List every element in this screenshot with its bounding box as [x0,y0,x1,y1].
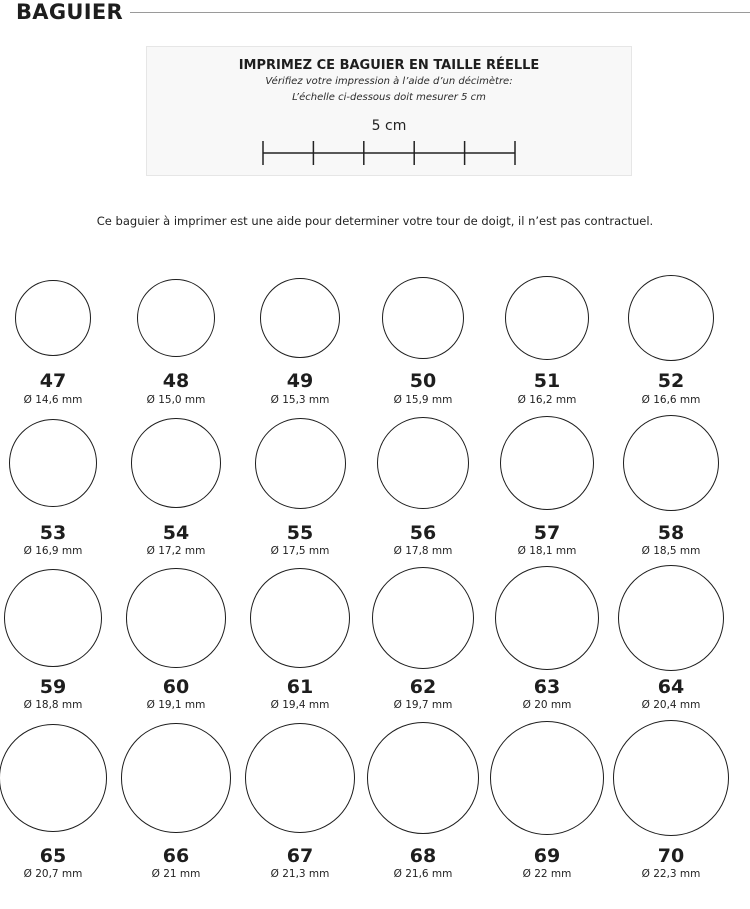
ring-size-diameter: Ø 16,6 mm [641,394,701,406]
scale-label: 5 cm [371,118,407,134]
ring-size-number: 64 [657,676,685,698]
ring-size-number: 70 [657,845,685,867]
print-box-instruction-2: L’échelle ci-dessous doit mesurer 5 cm [292,92,486,103]
ring-size-diameter: Ø 14,6 mm [23,394,83,406]
ring-size-circle [623,415,719,511]
ring-size-number: 67 [286,845,314,867]
ring-size-diameter: Ø 15,9 mm [393,394,453,406]
ring-size-diameter: Ø 21,6 mm [393,868,453,880]
ring-size-diameter: Ø 17,8 mm [393,545,453,557]
ring-size-circle [377,417,470,510]
ring-size-circle [137,279,215,357]
ring-size-diameter: Ø 20,7 mm [23,868,83,880]
ring-size-number: 61 [286,676,314,698]
disclaimer-text: Ce baguier à imprimer est une aide pour determiner votre tour de doigt, il n’est pas contractuel. [96,214,654,228]
ring-size-circle [245,723,356,834]
ring-size-number: 49 [286,370,314,392]
ring-size-circle [121,723,230,832]
ring-size-circle [4,569,102,667]
ring-size-diameter: Ø 19,1 mm [146,699,206,711]
ring-size-diameter: Ø 17,2 mm [146,545,206,557]
ring-size-number: 56 [409,522,437,544]
ring-size-circle [250,568,351,669]
ring-size-number: 65 [39,845,67,867]
ring-size-circle [500,416,594,510]
ring-size-diameter: Ø 18,8 mm [23,699,83,711]
ring-size-circle [9,419,97,507]
ring-size-diameter: Ø 19,7 mm [393,699,453,711]
ring-size-diameter: Ø 22 mm [522,868,572,880]
ring-size-circle [260,278,340,358]
ring-size-number: 47 [39,370,67,392]
ring-size-number: 48 [162,370,190,392]
ring-size-diameter: Ø 20 mm [522,699,572,711]
ring-size-circle [15,280,91,356]
ring-size-circle [628,275,714,361]
ring-size-circle [490,721,604,835]
ring-size-circle [618,565,724,671]
print-box-title: IMPRIMEZ CE BAGUIER EN TAILLE RÉELLE [238,58,540,73]
ring-size-diameter: Ø 16,2 mm [517,394,577,406]
ring-size-diameter: Ø 17,5 mm [270,545,330,557]
ring-size-number: 63 [533,676,561,698]
ring-size-number: 62 [409,676,437,698]
ring-size-number: 51 [533,370,561,392]
ring-size-number: 52 [657,370,685,392]
ring-size-diameter: Ø 18,5 mm [641,545,701,557]
ring-size-number: 54 [162,522,190,544]
ring-size-number: 50 [409,370,437,392]
ring-size-circle [382,277,465,360]
ring-size-circle [367,722,479,834]
ring-size-diameter: Ø 15,0 mm [146,394,206,406]
ring-size-diameter: Ø 15,3 mm [270,394,330,406]
page-title: BAGUIER [16,0,123,24]
ring-size-circle [495,566,599,670]
ring-size-circle [372,567,474,669]
ring-size-circle [613,720,729,836]
ring-size-diameter: Ø 19,4 mm [270,699,330,711]
ring-size-number: 59 [39,676,67,698]
ring-size-number: 57 [533,522,561,544]
ring-size-circle [255,418,346,509]
ring-size-number: 53 [39,522,67,544]
ring-size-diameter: Ø 18,1 mm [517,545,577,557]
ring-size-number: 69 [533,845,561,867]
ring-size-diameter: Ø 20,4 mm [641,699,701,711]
ring-size-number: 60 [162,676,190,698]
ring-size-diameter: Ø 21 mm [151,868,201,880]
ring-size-circle [131,418,220,507]
print-box-instruction-1: Vérifiez votre impression à l’aide d’un décimètre: [265,76,513,87]
ring-size-diameter: Ø 22,3 mm [641,868,701,880]
ring-size-circle [0,724,107,832]
ring-size-number: 68 [409,845,437,867]
ring-size-number: 55 [286,522,314,544]
ring-size-diameter: Ø 16,9 mm [23,545,83,557]
ring-size-number: 66 [162,845,190,867]
ring-size-diameter: Ø 21,3 mm [270,868,330,880]
ring-size-circle [126,568,225,667]
ring-size-circle [505,276,589,360]
ring-size-number: 58 [657,522,685,544]
